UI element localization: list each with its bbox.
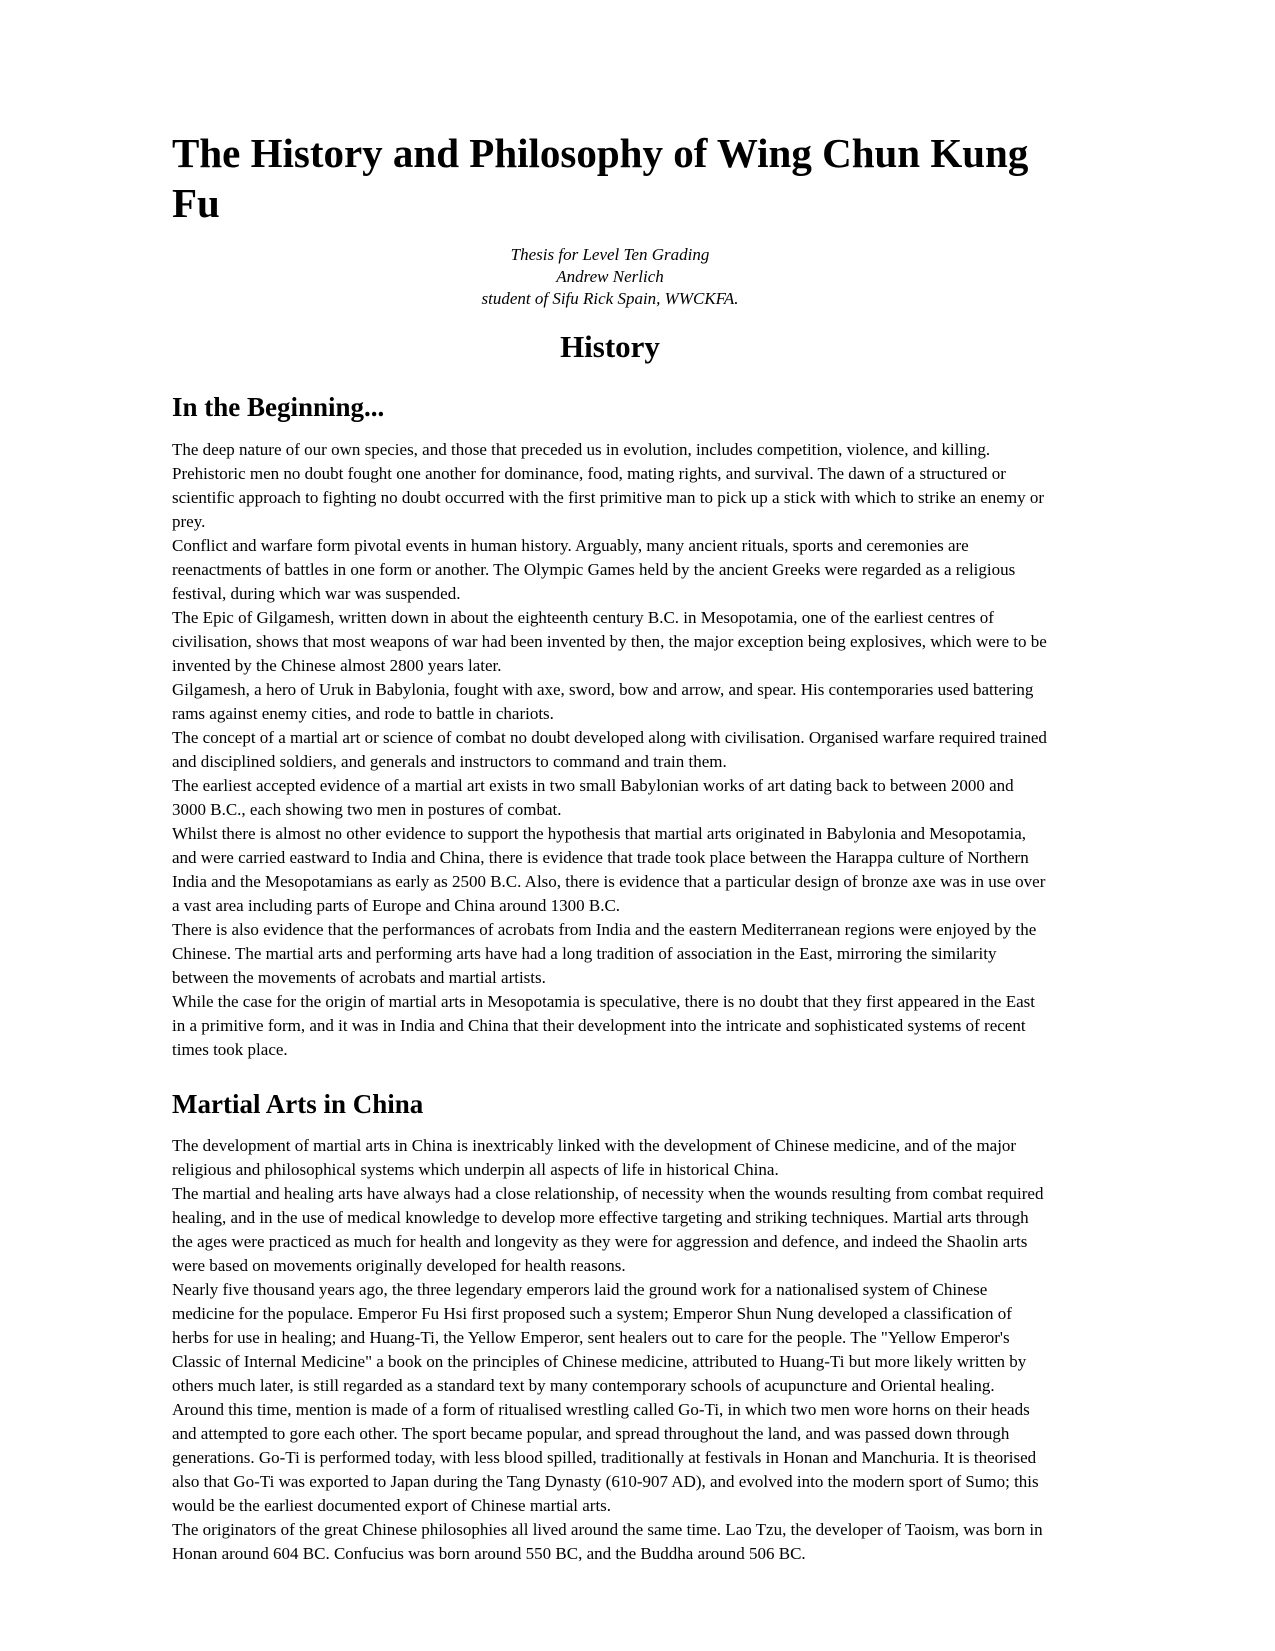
paragraph: The martial and healing arts have always had a close relationship, of necessity when the wounds resulting from combat required healing, and in the use of medical knowledge to develop more effective targeting and striking techniques. Martial arts through the ages were practiced as much for health and longevity as they were for aggression and defence, and indeed the Shaolin arts were based on movements originally developed for health reasons. (172, 1184, 1044, 1275)
paragraph: Conflict and warfare form pivotal events in human history. Arguably, many ancient rituals, sports and ceremonies are reenactments of battles in one form or another. The Olympic Games held by the ancient Greeks were regarded as a religious festival, during which war was suspended. (172, 535, 1016, 603)
paragraph: The originators of the great Chinese philosophies all lived around the same time. Lao Tzu, the developer of Taoism, was born in Honan around 604 BC. Confucius was born around 550 BC, and the Buddha around 506 BC. (172, 1520, 1043, 1563)
paragraph: The concept of a martial art or science of combat no doubt developed along with civilisation. Organised warfare required trained and disciplined soldiers, and generals and instructors to command and train them. (172, 727, 1047, 771)
paragraph: The development of martial arts in China is inextricably linked with the development of Chinese medicine, and of the major religious and philosophical systems which underpin all aspects of life in historical China. (172, 1136, 1017, 1179)
paragraph: There is also evidence that the performances of acrobats from India and the eastern Mediterranean regions were enjoyed by the Chinese. The martial arts and performing arts have had a long tradition of association in the East, mirroring the similarity between the movements of acrobats and martial artists. (172, 919, 1037, 987)
paragraph: Whilst there is almost no other evidence to support the hypothesis that martial arts originated in Babylonia and Mesopotamia, and were carried eastward to India and China, there is evidence that trade took place between the Harappa culture of Northern India and the Mesopotamians as early as 2500 B.C. Also, there is evidence that a particular design of bronze axe was in use over a vast area including parts of Europe and China around 1300 B.C. (172, 823, 1046, 915)
byline-block (172, 244, 1048, 310)
byline-thesis-line: Thesis for Level Ten Grading (510, 245, 710, 265)
paragraph: Nearly five thousand years ago, the three legendary emperors laid the ground work for a nationalised system of Chinese medicine for the populace. Emperor Fu Hsi first proposed such a system; Emperor Shun Nung developed a classification of herbs for use in healing; and Huang-Ti, the Yellow Emperor, sent healers out to care for the people. The "Yellow Emperor's Classic of Internal Medicine" a book on the principles of Chinese medicine, attributed to Huang-Ti but more likely written by others much later, is still regarded as a standard text by many contemporary schools of acupuncture and Oriental healing. (172, 1280, 1027, 1395)
paragraph: The Epic of Gilgamesh, written down in about the eighteenth century B.C. in Mesopotamia, one of the earliest centres of civilisation, shows that most weapons of war had been invented by then, the major exception being explosives, which were to be invented by the Chinese almost 2800 years later. (172, 607, 1047, 675)
paragraph: While the case for the origin of martial arts in Mesopotamia is speculative, there is no doubt that they first appeared in the East in a primitive form, and it was in India and China that their development into the intricate and sophisticated systems of recent times took place. (172, 991, 1035, 1059)
document-content (172, 128, 1048, 1566)
document-title: The History and Philosophy of Wing Chun Kung Fu (172, 130, 1029, 227)
paragraph: Around this time, mention is made of a form of ritualised wrestling called Go-Ti, in which two men wore horns on their heads and attempted to gore each other. The sport became popular, and spread throughout the land, and was passed down through generations. Go-Ti is performed today, with less blood spilled, traditionally at festivals in Honan and Manchuria. It is theorised also that Go-Ti was exported to Japan during the Tang Dynasty (610-907 AD), and evolved into the modern sport of Sumo; this would be the earliest documented export of Chinese martial arts. (172, 1400, 1039, 1515)
paragraph: The earliest accepted evidence of a martial art exists in two small Babylonian works of art dating back to between 2000 and 3000 B.C., each showing two men in postures of combat. (172, 775, 1014, 819)
section-body-martial-arts-in-china (172, 1134, 1048, 1566)
byline-author-line: Andrew Nerlich (556, 267, 664, 287)
paragraph: The deep nature of our own species, and those that preceded us in evolution, includes competition, violence, and killing. Prehistoric men no doubt fought one another for dominance, food, mating rights, and survival. The dawn of a structured or scientific approach to fighting no doubt occurred with the first primitive man to pick up a stick with which to strike an enemy or prey. (172, 439, 1044, 531)
byline-student-line: student of Sifu Rick Spain, WWCKFA. (481, 289, 739, 309)
paragraph: Gilgamesh, a hero of Uruk in Babylonia, fought with axe, sword, bow and arrow, and spear. His contemporaries used battering rams against enemy cities, and rode to battle in chariots. (172, 679, 1034, 723)
section-heading-martial-arts-in-china: Martial Arts in China (172, 1088, 424, 1119)
chapter-heading-history: History (560, 329, 660, 365)
section-body-in-the-beginning (172, 438, 1048, 1062)
section-heading-in-the-beginning: In the Beginning... (172, 392, 385, 423)
